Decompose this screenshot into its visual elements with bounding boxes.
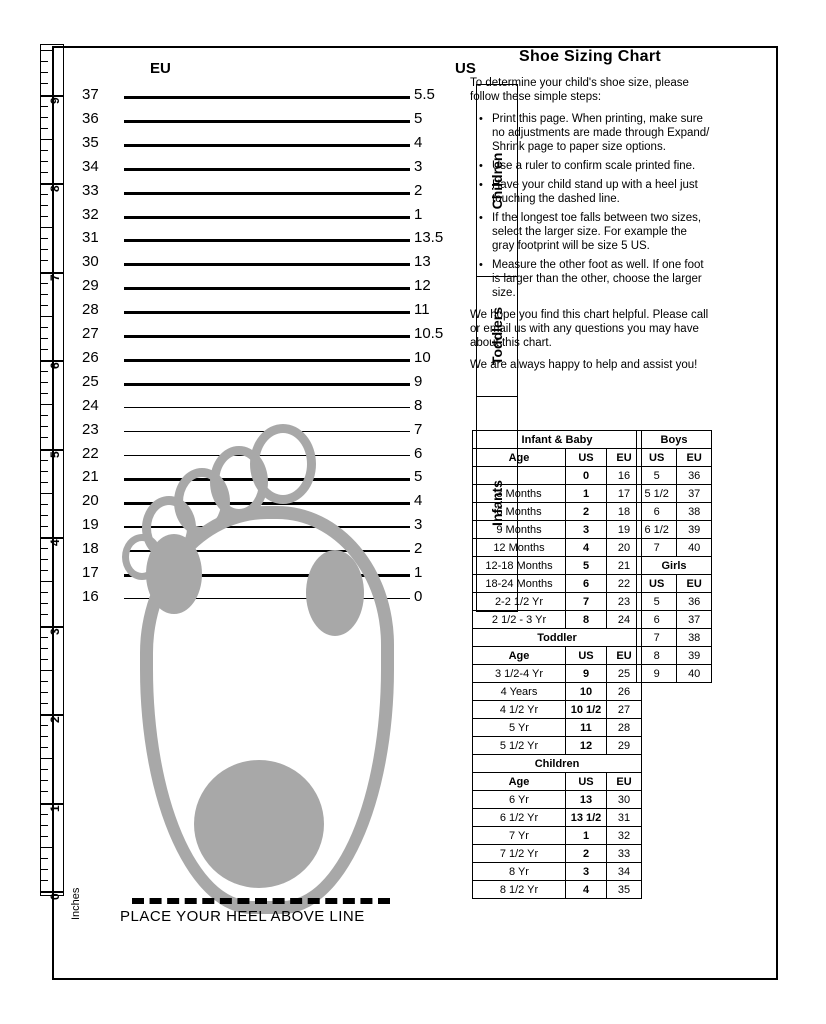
us-cell: 5 1/2	[637, 485, 677, 503]
ruler-tick-minor	[41, 814, 48, 815]
us-cell: 2	[566, 845, 607, 863]
table-header-row	[473, 647, 642, 665]
column-header-eu: EU	[677, 575, 712, 593]
size-guide-line	[124, 383, 410, 386]
table-section-title-row	[473, 755, 642, 773]
ruler-tick-minor	[41, 670, 54, 671]
ruler-tick-minor	[41, 139, 54, 140]
panel-closing-1: We hope you find this chart helpful. Please call or email us with any questions you may have about this chart.	[470, 309, 709, 349]
eu-cell: 20	[607, 539, 642, 557]
table-section-title: Girls	[637, 557, 712, 575]
us-size: 13	[414, 253, 431, 271]
us-cell: 1	[566, 485, 607, 503]
column-header-age: Age	[473, 449, 566, 467]
category-label: Children	[489, 152, 505, 209]
eu-cell: 23	[607, 593, 642, 611]
ruler-tick-minor	[41, 128, 48, 129]
us-cell: 11	[566, 719, 607, 737]
age-cell: 8 Yr	[473, 863, 566, 881]
ruler-tick-minor	[41, 404, 54, 405]
inch-ruler	[40, 44, 64, 896]
us-cell: 3	[566, 863, 607, 881]
column-header-us: US	[566, 449, 607, 467]
ruler-tick-minor	[41, 614, 48, 615]
column-header-age: Age	[473, 773, 566, 791]
size-guide-line	[124, 407, 410, 409]
table-row	[473, 593, 642, 611]
eu-cell: 40	[677, 665, 712, 683]
age-cell: 9 Months	[473, 521, 566, 539]
us-cell: 6	[566, 575, 607, 593]
column-header-age: Age	[473, 647, 566, 665]
us-cell: 6	[637, 611, 677, 629]
us-cell: 5	[637, 467, 677, 485]
ruler-tick-minor	[41, 426, 48, 427]
age-cell: 5 Yr	[473, 719, 566, 737]
us-size: 5.5	[414, 86, 435, 103]
us-size: 7	[414, 420, 423, 438]
us-size: 3	[414, 516, 423, 534]
eu-size: 36	[82, 109, 99, 127]
eu-cell: 36	[677, 467, 712, 485]
ruler-tick-minor	[41, 316, 54, 317]
ruler-tick-minor	[41, 349, 48, 350]
panel-step: • Measure the other foot as well. If one foot is larger than the other, choose the larger size.	[470, 258, 710, 300]
us-size: 0	[414, 587, 423, 605]
table-row	[473, 557, 642, 575]
us-cell: 8	[637, 647, 677, 665]
ruler-unit-label: Inches	[70, 887, 82, 920]
us-cell: 6	[637, 503, 677, 521]
table-row	[637, 503, 712, 521]
age-cell: 7 Yr	[473, 827, 566, 845]
ruler-label: 1	[48, 804, 62, 812]
us-cell: 10	[566, 683, 607, 701]
column-header-us: US	[566, 773, 607, 791]
us-cell: 12	[566, 737, 607, 755]
us-cell: 9	[637, 665, 677, 683]
table-row	[637, 611, 712, 629]
eu-size: 25	[82, 372, 99, 390]
ruler-tick-minor	[41, 437, 48, 438]
ruler-tick-minor	[41, 238, 48, 239]
eu-cell: 36	[677, 593, 712, 611]
ruler-tick-minor	[41, 460, 48, 461]
ruler-tick-minor	[41, 869, 48, 870]
eu-size: 34	[82, 157, 99, 175]
ruler-tick-minor	[41, 150, 48, 151]
eu-size: 22	[82, 444, 99, 462]
ruler-tick-minor	[41, 880, 48, 881]
ruler-tick-minor	[41, 592, 48, 593]
ruler-tick-minor	[41, 382, 48, 383]
eu-cell: 28	[607, 719, 642, 737]
ruler-tick-minor	[41, 725, 48, 726]
category-label: Toddlers	[489, 306, 505, 365]
table-row	[637, 665, 712, 683]
us-cell: 7	[637, 539, 677, 557]
eu-cell: 31	[607, 809, 642, 827]
us-cell: 5	[566, 557, 607, 575]
table-header-row	[637, 575, 712, 593]
ruler-tick-minor	[41, 216, 48, 217]
size-guide-line	[124, 216, 410, 219]
age-cell: 2-2 1/2 Yr	[473, 593, 566, 611]
ruler-tick-minor	[41, 681, 48, 682]
heel-pad	[194, 760, 324, 888]
table-row	[473, 881, 642, 899]
ruler-tick-minor	[41, 50, 54, 51]
eu-size: 33	[82, 181, 99, 199]
us-size: 4	[414, 133, 423, 151]
eu-cell: 37	[677, 611, 712, 629]
table-row	[637, 521, 712, 539]
ruler-tick-minor	[41, 249, 48, 250]
eu-size: 18	[82, 540, 99, 558]
ruler-tick-minor	[41, 692, 48, 693]
ruler-tick-minor	[41, 161, 48, 162]
eu-cell: 30	[607, 791, 642, 809]
ruler-tick-minor	[41, 493, 54, 494]
panel-closing-2: We are always happy to help and assist you!	[470, 359, 698, 371]
us-cell: 9	[566, 665, 607, 683]
eu-size: 37	[82, 86, 99, 103]
table-row	[473, 827, 642, 845]
ruler-label: 2	[48, 716, 62, 723]
column-header-eu: EU	[607, 449, 642, 467]
table-row	[637, 539, 712, 557]
eu-cell: 34	[607, 863, 642, 881]
ruler-tick-minor	[41, 825, 48, 826]
us-cell: 1	[566, 827, 607, 845]
ball-pad-left	[146, 534, 202, 614]
eu-cell: 18	[607, 503, 642, 521]
table-row	[473, 809, 642, 827]
ruler-tick-minor	[41, 83, 48, 84]
column-header-us: US	[637, 449, 677, 467]
table-section-title: Children	[473, 755, 642, 773]
ruler-tick-minor	[41, 338, 48, 339]
us-cell: 6 1/2	[637, 521, 677, 539]
ruler-label: 9	[48, 96, 62, 104]
table-row	[473, 701, 642, 719]
eu-size: 27	[82, 325, 99, 342]
eu-cell: 32	[607, 827, 642, 845]
us-cell: 13	[566, 791, 607, 809]
table-row	[473, 665, 642, 683]
us-cell: 4	[566, 881, 607, 899]
ruler-tick-minor	[41, 758, 54, 759]
ruler-label: 5	[48, 450, 62, 458]
eu-cell: 39	[677, 647, 712, 665]
panel-steps	[470, 112, 710, 300]
ruler-tick-minor	[41, 581, 54, 582]
ruler-label: 6	[48, 362, 62, 369]
age-cell	[473, 467, 566, 485]
panel-step: • Have your child stand up with a heel just touching the dashed line.	[470, 178, 710, 206]
table-row	[473, 467, 642, 485]
age-size-table	[472, 430, 642, 899]
age-cell: 18-24 Months	[473, 575, 566, 593]
column-header-eu: EU	[677, 449, 712, 467]
us-cell: 7	[566, 593, 607, 611]
us-size: 6	[414, 444, 423, 462]
ruler-tick-minor	[41, 194, 48, 195]
ruler-tick-minor	[41, 227, 54, 228]
ruler-tick-minor	[41, 393, 48, 394]
ruler-tick-minor	[41, 72, 48, 73]
ruler-tick-minor	[41, 637, 48, 638]
ruler-tick-minor	[41, 515, 48, 516]
heel-instruction-text: PLACE YOUR HEEL ABOVE LINE	[120, 908, 365, 925]
ruler-tick-minor	[41, 836, 48, 837]
ruler-label: 7	[48, 273, 62, 281]
ruler-tick-minor	[41, 847, 54, 848]
eu-cell: 40	[677, 539, 712, 557]
ruler-tick-minor	[41, 260, 48, 261]
ruler-tick-minor	[41, 603, 48, 604]
panel-title: Shoe Sizing Chart	[519, 48, 661, 65]
us-cell: 0	[566, 467, 607, 485]
eu-cell: 24	[607, 611, 642, 629]
age-cell: 8 1/2 Yr	[473, 881, 566, 899]
age-cell: 3 Months	[473, 485, 566, 503]
us-size: 3	[414, 157, 423, 175]
table-row	[473, 683, 642, 701]
age-cell: 4 1/2 Yr	[473, 701, 566, 719]
size-guide-line	[124, 120, 410, 123]
ruler-tick-minor	[41, 648, 48, 649]
eu-cell: 25	[607, 665, 642, 683]
eu-cell: 17	[607, 485, 642, 503]
ruler-tick-minor	[41, 769, 48, 770]
heel-dashed-line	[132, 898, 390, 904]
age-cell: 6 Yr	[473, 791, 566, 809]
size-guide-line	[124, 263, 410, 266]
table-section-title: Toddler	[473, 629, 642, 647]
ruler-tick-minor	[41, 659, 48, 660]
eu-cell: 38	[677, 503, 712, 521]
ruler-label: 4	[48, 539, 62, 546]
us-size: 5	[414, 468, 423, 486]
table-row	[637, 467, 712, 485]
age-cell: 6 1/2 Yr	[473, 809, 566, 827]
age-cell: 5 1/2 Yr	[473, 737, 566, 755]
age-cell: 3 1/2-4 Yr	[473, 665, 566, 683]
us-cell: 10 1/2	[566, 701, 607, 719]
eu-size: 17	[82, 564, 99, 581]
us-size: 9	[414, 372, 423, 390]
size-guide-line	[124, 168, 410, 171]
table-row	[473, 719, 642, 737]
column-header-eu: EU	[607, 647, 642, 665]
us-size: 1	[414, 564, 423, 581]
eu-size: 24	[82, 396, 99, 414]
eu-size: 30	[82, 253, 99, 271]
panel-step: • Print this page. When printing, make sure no adjustments are made through Expand/ Shrink page to paper size options.	[470, 112, 710, 154]
ruler-tick-minor	[41, 482, 48, 483]
table-row	[473, 521, 642, 539]
us-size: 13.5	[414, 229, 444, 247]
eu-size: 26	[82, 348, 99, 366]
age-cell: 2 1/2 - 3 Yr	[473, 611, 566, 629]
eu-cell: 38	[677, 629, 712, 647]
instructions-panel	[470, 48, 710, 380]
table-row	[637, 593, 712, 611]
eu-cell: 39	[677, 521, 712, 539]
panel-step: • Use a ruler to confirm scale printed fine.	[470, 159, 710, 173]
us-size: 2	[414, 181, 423, 199]
ruler-tick-minor	[41, 305, 48, 306]
us-cell: 7	[637, 629, 677, 647]
table-section-title-row	[473, 629, 642, 647]
ruler-label: 8	[48, 185, 62, 192]
eu-cell: 22	[607, 575, 642, 593]
eu-size: 20	[82, 492, 99, 510]
eu-size: 31	[82, 229, 99, 247]
boys-girls-table	[636, 430, 712, 683]
table-row	[473, 791, 642, 809]
ruler-tick-minor	[41, 283, 48, 284]
us-size: 10	[414, 348, 431, 366]
table-header-row	[473, 449, 642, 467]
column-header-us: US	[566, 647, 607, 665]
eu-size: 32	[82, 205, 99, 223]
size-guide-line	[124, 335, 410, 338]
ruler-label: 0	[48, 893, 62, 900]
ruler-tick-minor	[41, 736, 48, 737]
ruler-tick-minor	[41, 327, 48, 328]
table-row	[637, 647, 712, 665]
footprint-graphic	[130, 430, 430, 910]
ruler-tick-minor	[41, 294, 48, 295]
table-row	[473, 863, 642, 881]
us-size: 1	[414, 205, 423, 223]
ruler-tick-minor	[41, 106, 48, 107]
eu-cell: 33	[607, 845, 642, 863]
eu-cell: 37	[677, 485, 712, 503]
ruler-label: 3	[48, 627, 62, 635]
us-cell: 8	[566, 611, 607, 629]
table-row	[473, 845, 642, 863]
size-guide-line	[124, 96, 410, 99]
ball-pad-right	[306, 550, 364, 636]
column-header-eu: EU	[607, 773, 642, 791]
us-cell: 13 1/2	[566, 809, 607, 827]
table-section-title-row	[637, 557, 712, 575]
ruler-tick-minor	[41, 526, 48, 527]
eu-cell: 19	[607, 521, 642, 539]
eu-size: 23	[82, 420, 99, 438]
eu-size: 29	[82, 277, 99, 295]
us-cell: 5	[637, 593, 677, 611]
size-guide-line	[124, 287, 410, 290]
table-section-title: Boys	[637, 431, 712, 449]
us-size: 4	[414, 492, 423, 510]
ruler-tick-minor	[41, 703, 48, 704]
us-size: 12	[414, 277, 431, 295]
us-cell: 2	[566, 503, 607, 521]
age-cell: 4 Years	[473, 683, 566, 701]
eu-size: 16	[82, 587, 99, 605]
us-cell: 4	[566, 539, 607, 557]
us-size: 2	[414, 540, 423, 558]
table-row	[473, 503, 642, 521]
ruler-tick-minor	[41, 858, 48, 859]
table-section-title-row	[473, 431, 642, 449]
ruler-tick-minor	[41, 791, 48, 792]
eu-size: 21	[82, 468, 99, 486]
size-guide-line	[124, 192, 410, 195]
table-row	[637, 485, 712, 503]
eu-cell: 27	[607, 701, 642, 719]
table-header-row	[637, 449, 712, 467]
size-guide-line	[124, 359, 410, 362]
eu-size: 28	[82, 301, 99, 319]
us-cell: 3	[566, 521, 607, 539]
ruler-tick-minor	[41, 780, 48, 781]
table-section-title: Infant & Baby	[473, 431, 642, 449]
size-guide-line	[124, 311, 410, 314]
eu-cell: 29	[607, 737, 642, 755]
ruler-tick-minor	[41, 570, 48, 571]
us-column-header: US	[455, 60, 476, 77]
eu-cell: 21	[607, 557, 642, 575]
eu-cell: 26	[607, 683, 642, 701]
eu-size: 35	[82, 133, 99, 151]
size-guide-line	[124, 239, 410, 242]
ruler-tick-minor	[41, 61, 48, 62]
table-row	[473, 575, 642, 593]
ruler-tick-minor	[41, 117, 48, 118]
ruler-tick-minor	[41, 548, 48, 549]
table-row	[473, 539, 642, 557]
ruler-tick-minor	[41, 172, 48, 173]
ruler-tick-minor	[41, 504, 48, 505]
eu-cell: 16	[607, 467, 642, 485]
table-header-row	[473, 773, 642, 791]
panel-step: • If the longest toe falls between two sizes, select the larger size. For example the gray footprint will be size 5 US.	[470, 211, 710, 253]
panel-intro: To determine your child's shoe size, please follow these simple steps:	[470, 77, 689, 103]
age-cell: 6 Months	[473, 503, 566, 521]
eu-cell: 35	[607, 881, 642, 899]
ruler-tick-minor	[41, 371, 48, 372]
eu-size: 19	[82, 516, 99, 534]
table-section-title-row	[637, 431, 712, 449]
column-header-us: US	[637, 575, 677, 593]
table-row	[473, 611, 642, 629]
eu-column-header: EU	[150, 60, 171, 77]
category-label: Infants	[489, 480, 505, 527]
ruler-tick-minor	[41, 747, 48, 748]
us-size: 8	[414, 396, 423, 414]
table-row	[637, 629, 712, 647]
ruler-tick-minor	[41, 559, 48, 560]
us-size: 11	[414, 301, 430, 319]
us-size: 5	[414, 109, 423, 127]
size-guide-line	[124, 144, 410, 147]
ruler-tick-minor	[41, 415, 48, 416]
table-row	[473, 485, 642, 503]
age-cell: 12-18 Months	[473, 557, 566, 575]
age-cell: 7 1/2 Yr	[473, 845, 566, 863]
table-row	[473, 737, 642, 755]
ruler-tick-minor	[41, 471, 48, 472]
ruler-tick-minor	[41, 205, 48, 206]
us-size: 10.5	[414, 325, 444, 342]
age-cell: 12 Months	[473, 539, 566, 557]
